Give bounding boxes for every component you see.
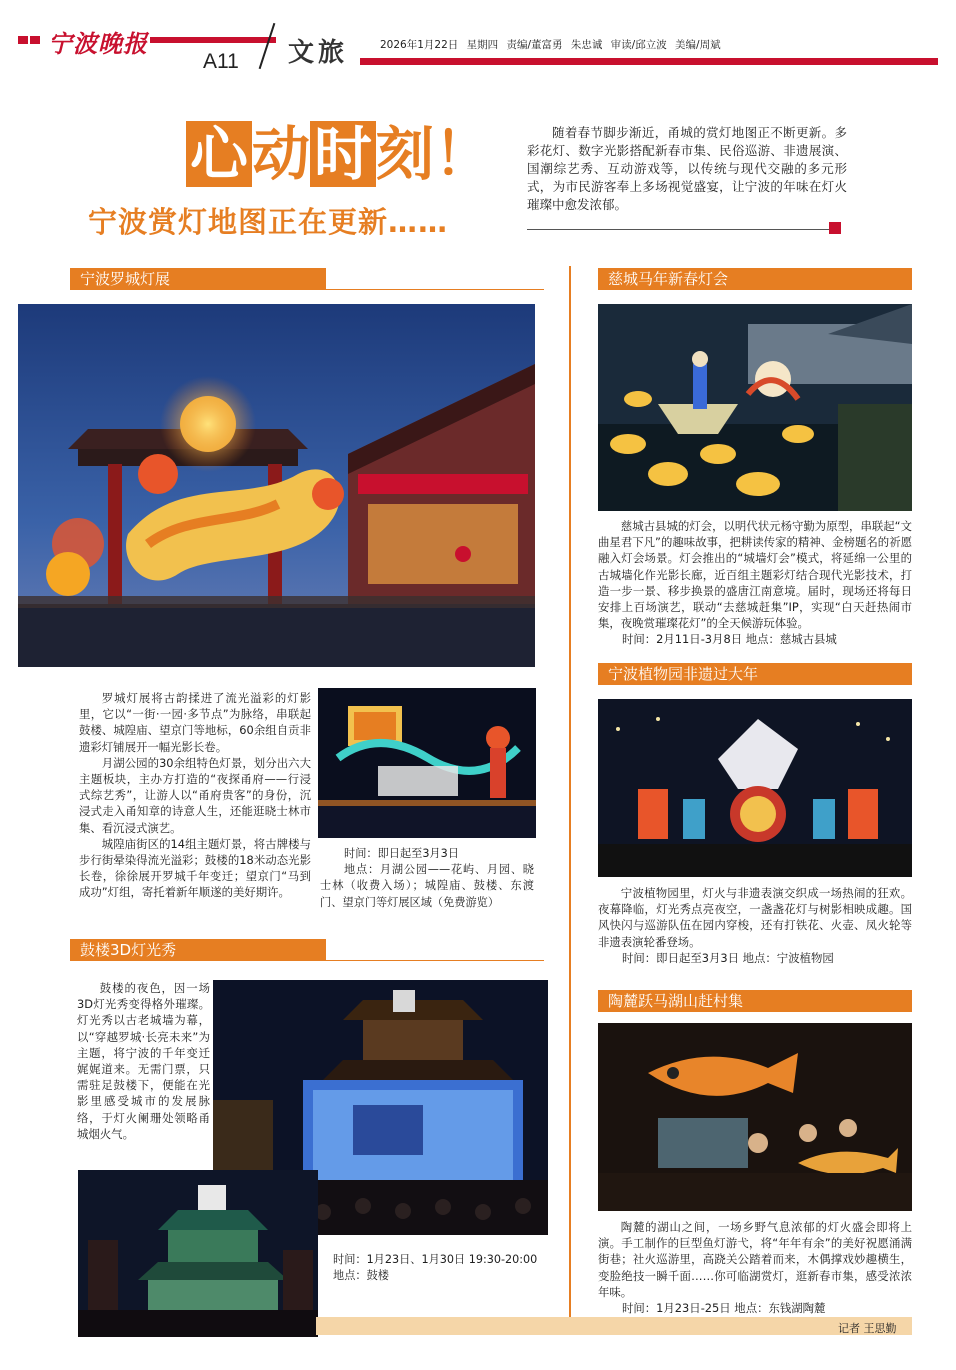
paragraph: 罗城灯展将古韵揉进了流光溢彩的灯影里，它以“一街·一园·多节点”为脉络，串联起鼓楼、城隍庙、望京门等地标，60余组自贡非遗彩灯铺展开一幅光影长卷。	[79, 691, 311, 754]
masthead-slash	[259, 23, 276, 69]
place-info: 地点：月湖公园——花屿、月园、晓士林（收费入场）；城隍庙、鼓楼、东渡门、望京门等灯展区域（免费游览）	[320, 863, 534, 909]
time-place-info: 时间：1月23日-25日 地点：东钱湖陶麓	[622, 1301, 826, 1316]
luocheng-info	[320, 846, 534, 911]
taolu-text	[598, 1219, 912, 1316]
section-header-botanical: 宁波植物园非遗过大年	[598, 663, 912, 685]
masthead-info: 2026年1月22日 星期四 责编/董富勇 朱忠诚 审读/邱立波 美编/周斌	[380, 39, 721, 51]
paragraph: 城隍庙街区的14组主题灯景，将古牌楼与步行街晕染得流光溢彩；鼓楼的18米动态光影长卷，徐徐展开罗城千年变迁；望京门“马到成功”灯组，寄托着新年顺遂的美好期许。	[79, 836, 311, 900]
intro-square-marker	[829, 222, 841, 234]
cicheng-lantern-photo	[598, 304, 912, 511]
masthead-rule	[360, 58, 938, 65]
headline-char: 时	[310, 121, 376, 187]
section-header-cicheng: 慈城马年新春灯会	[598, 268, 912, 290]
headline-char: 刻！	[376, 120, 493, 188]
gulou-night-photo	[78, 1170, 318, 1337]
luocheng-text	[79, 690, 311, 901]
headline-char: 动	[252, 120, 311, 188]
time-place-info: 时间：即日起至3月3日 地点：宁波植物园	[622, 950, 834, 965]
gulou-info	[333, 1252, 563, 1284]
intro-rule	[527, 229, 829, 230]
masthead-bar	[18, 36, 28, 44]
paragraph: 宁波植物园里，灯火与非遗表演交织成一场热闹的狂欢。夜幕降临，灯光秀点亮夜空，一盏盏花灯与树影相映成趣。国风快闪与巡游队伍在园内穿梭，还有打铁花、火壶、凤火轮等非遗表演轮番登场。	[598, 886, 912, 949]
luocheng-lantern-photo	[18, 304, 535, 667]
paragraph: 月湖公园的30余组特色灯景，划分出六大主题板块，主办方打造的“夜探甬府——行浸式综艺秀”，让游人以“甬府贵客”的身份，沉浸式走入甬知章的诗意人生，还能逛晓士林市集、看沉浸式演艺。	[79, 755, 311, 835]
paragraph: 鼓楼的夜色，因一场3D灯光秀变得格外璀璨。灯光秀以古老城墙为幕，以“穿越罗城·长亮未来”为主题，将宁波的千年变迁娓娓道来。无需门票，只需驻足鼓楼下，便能在光影里感受城市的发展脉络，于灯火阑珊处领略甬城烟火气。	[77, 981, 210, 1141]
newspaper-logo: 宁波晚报	[48, 29, 148, 58]
page-number: A11	[203, 50, 239, 73]
headline	[186, 117, 492, 191]
yuehu-lantern-photo	[318, 688, 536, 838]
gulou-text	[77, 980, 210, 1142]
intro-paragraph: 随着春节脚步渐近，甬城的赏灯地图正不断更新。多彩花灯、数字光影搭配新春市集、民俗巡游、非遗展演、国潮综艺秀、互动游戏等，以传统与现代交融的多元形式，为市民游客奉上多场视觉盛宴，让宁波的年味在灯火璀璨中愈发浓郁。	[527, 125, 847, 212]
byline: 记者 王思勤	[838, 1322, 897, 1335]
time-info: 时间：1月23日、1月30日 19:30-20:00	[333, 1253, 538, 1266]
botanical-text	[598, 885, 912, 966]
place-info: 地点：鼓楼	[333, 1269, 389, 1283]
section-name: 文旅	[288, 38, 349, 68]
column-divider	[569, 266, 571, 1330]
cicheng-text	[598, 518, 912, 648]
paragraph: 陶麓的湖山之间，一场乡野气息浓郁的灯火盛会即将上演。手工制作的巨型鱼灯游弋，将“年年有余”的美好祝愿涌满街巷；社火巡游里，高跷关公踏着而来，木偶撑戏妙趣横生，变脸绝技一瞬千面……你可临湖赏灯，逛新春市集，感受浓浓年味。	[598, 1220, 912, 1299]
taolu-fish-lantern-photo	[598, 1023, 912, 1211]
masthead-bar	[30, 36, 40, 44]
paragraph: 慈城古县城的灯会，以明代状元杨守勤为原型，串联起“文曲星君下凡”的趣味故事，把耕读传家的精神、金榜题名的祈愿融入灯会场景。灯会推出的“城墙灯会”模式，将延绵一公里的古城墙化作光影长廊，近百组主题彩灯结合现代光影技术，打造一步一景、移步换景的盛唐江南意境。届时，现场还将每日安排上百场演艺，联动“去慈城赶集”IP，实现“白天赶热闹市集，夜晚赏璀璨花灯”的全天候游玩体验。	[598, 519, 912, 631]
masthead-rule	[150, 37, 276, 43]
section-rule	[326, 289, 544, 290]
section-header-luocheng: 宁波罗城灯展	[70, 268, 326, 290]
botanical-lantern-photo	[598, 699, 912, 877]
time-place-info: 时间：2月11日-3月8日 地点：慈城古县城	[622, 632, 837, 647]
time-info: 时间：即日起至3月3日	[344, 847, 459, 860]
section-rule	[326, 960, 544, 961]
section-header-gulou: 鼓楼3D灯光秀	[70, 939, 326, 961]
footer-bar	[316, 1317, 912, 1335]
subheadline: 宁波赏灯地图正在更新……	[88, 205, 449, 239]
headline-char: 心	[186, 121, 252, 187]
section-header-taolu: 陶麓跃马湖山赶村集	[598, 990, 912, 1012]
